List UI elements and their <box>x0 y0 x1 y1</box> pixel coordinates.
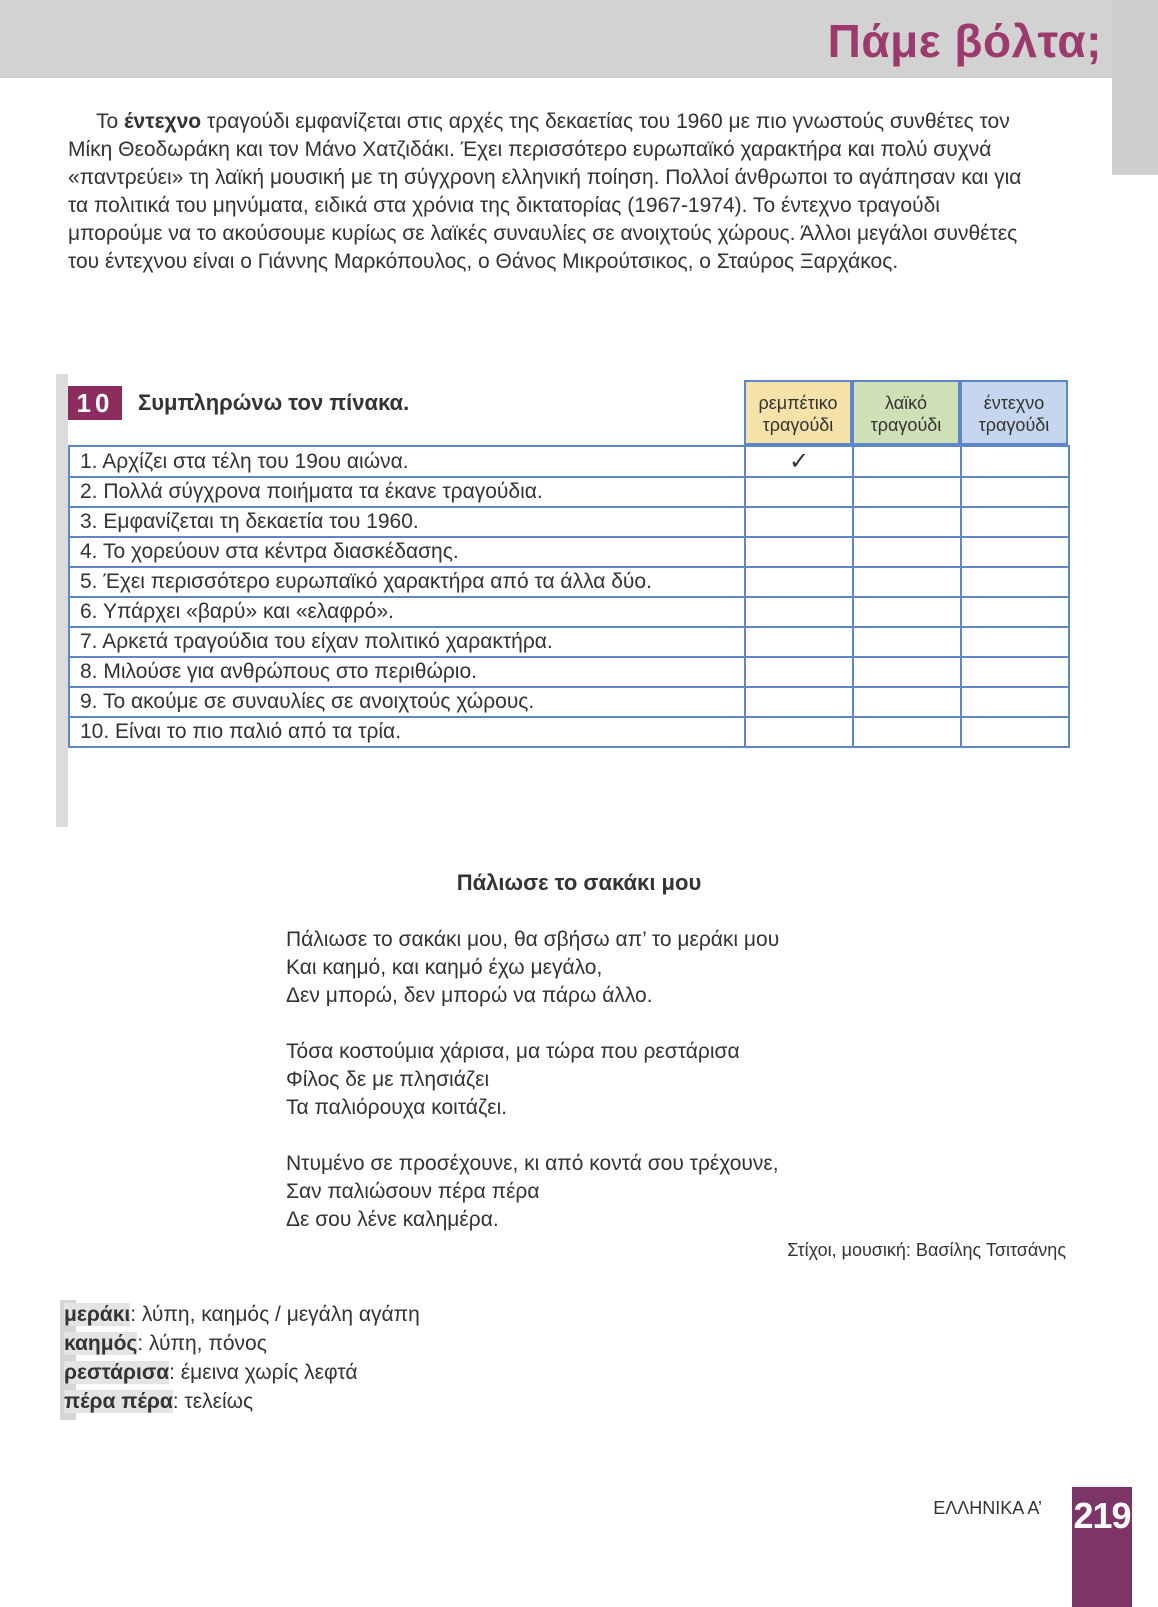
answer-cell-entexno[interactable] <box>961 537 1069 567</box>
answer-cell-rebetiko[interactable]: ✓ <box>745 446 853 477</box>
intro-paragraph <box>68 108 1028 276</box>
column-header-entexno <box>960 380 1068 445</box>
answer-cell-laiko[interactable] <box>853 567 961 597</box>
poem-credits: Στίχοι, μουσική: Βασίλης Τσιτσάνης <box>787 1240 1066 1260</box>
answer-cell-laiko[interactable] <box>853 446 961 477</box>
table-row <box>69 597 1069 627</box>
exercise-instruction: Συμπληρώνω τον πίνακα. <box>138 390 410 415</box>
right-margin-band <box>1112 0 1158 175</box>
statement-cell: 4. Το χορεύουν στα κέντρα διασκέδασης. <box>69 537 745 567</box>
page-title: Πάμε βόλτα; <box>827 15 1102 67</box>
answer-cell-rebetiko[interactable] <box>745 687 853 717</box>
answer-cell-laiko[interactable] <box>853 687 961 717</box>
table-row <box>69 477 1069 507</box>
glossary-entry <box>64 1300 420 1329</box>
column-header-rebetiko <box>744 380 852 445</box>
column-header-line1: έντεχνο <box>983 393 1045 413</box>
column-header-line2: τραγούδι <box>762 415 834 435</box>
answer-cell-entexno[interactable] <box>961 507 1069 537</box>
table-row <box>69 717 1069 747</box>
page-number-tab: 219 <box>1072 1487 1132 1607</box>
poem-line: Τόσα κοστούμια χάρισα, μα τώρα που ρεστάρισα <box>286 1040 740 1063</box>
column-header-laiko <box>852 380 960 445</box>
column-header-line2: τραγούδι <box>870 415 942 435</box>
statement-cell: 10. Είναι το πιο παλιό από τα τρία. <box>69 717 745 747</box>
glossary-definition: : τελείως <box>172 1390 254 1413</box>
statement-cell: 5. Έχει περισσότερο ευρωπαϊκό χαρακτήρα από τα άλλα δύο. <box>69 567 745 597</box>
answer-cell-laiko[interactable] <box>853 657 961 687</box>
answer-cell-rebetiko[interactable] <box>745 567 853 597</box>
answer-cell-entexno[interactable] <box>961 627 1069 657</box>
answer-cell-rebetiko[interactable] <box>745 477 853 507</box>
intro-bold-term: έντεχνο <box>124 110 202 133</box>
answer-cell-entexno[interactable] <box>961 717 1069 747</box>
answer-cell-rebetiko[interactable] <box>745 597 853 627</box>
intro-text: τραγούδι εμφανίζεται στις αρχές της δεκαετίας του 1960 με πιο γνωστούς συνθέτες τον Μίκη Θεοδωράκη και τον Μάνο Χατζιδάκι. Έχει περισσότερο ευρωπαϊκό χαρακτήρα και πολύ συχνά «παντρεύει» τη λαϊκή μουσική με τη σύγχρονη ελληνική ποίηση. Πολλοί άνθρωποι το αγάπησαν και για τα πολιτικά του μηνύματα, ειδικά στα χρόνια της δικτατορίας (1967-1974). Το έντεχνο τραγούδι μπορούμε να το ακούσουμε κυρίως σε λαϊκές συναυλίες σε ανοιχτούς χώρους. Άλλοι μεγάλοι συνθέτες του έντεχνου είναι ο Γιάννης Μαρκόπουλος, ο Θάνος Μικρούτσικος, ο Σταύρος Ξαρχάκος. <box>68 110 1022 273</box>
answer-cell-laiko[interactable] <box>853 537 961 567</box>
glossary-term: πέρα πέρα <box>64 1390 173 1413</box>
statement-cell: 3. Εμφανίζεται τη δεκαετία του 1960. <box>69 507 745 537</box>
glossary-entry <box>64 1387 420 1416</box>
answer-cell-rebetiko[interactable] <box>745 537 853 567</box>
poem-line: Ντυμένο σε προσέχουνε, κι από κοντά σου τρέχουνε, <box>286 1152 779 1175</box>
answer-cell-rebetiko[interactable] <box>745 657 853 687</box>
table-left-margin <box>56 374 68 827</box>
answer-cell-rebetiko[interactable] <box>745 627 853 657</box>
answer-cell-laiko[interactable] <box>853 477 961 507</box>
statement-cell: 1. Αρχίζει στα τέλη του 19ου αιώνα. <box>69 446 745 477</box>
column-header-line1: λαϊκό <box>885 393 927 413</box>
poem-stanza <box>286 926 986 1010</box>
column-header-line1: ρεμπέτικο <box>758 393 838 413</box>
glossary-definition: : λύπη, πόνος <box>137 1332 267 1355</box>
answer-cell-rebetiko[interactable] <box>745 717 853 747</box>
poem-line: Φίλος δε με πλησιάζει <box>286 1068 490 1091</box>
classification-table <box>68 445 1070 748</box>
poem-line: Και καημό, και καημό έχω μεγάλο, <box>286 956 603 979</box>
poem-line: Πάλιωσε το σακάκι μου, θα σβήσω απ’ το μεράκι μου <box>286 928 780 951</box>
poem-title: Πάλιωσε το σακάκι μου <box>456 870 702 895</box>
glossary-entry <box>64 1329 420 1358</box>
answer-cell-laiko[interactable] <box>853 597 961 627</box>
poem-line: Τα παλιόρουχα κοιτάζει. <box>286 1096 508 1119</box>
table-row <box>69 537 1069 567</box>
answer-cell-entexno[interactable] <box>961 597 1069 627</box>
answer-cell-laiko[interactable] <box>853 627 961 657</box>
table-row <box>69 657 1069 687</box>
answer-cell-laiko[interactable] <box>853 507 961 537</box>
statement-cell: 6. Υπάρχει «βαρύ» και «ελαφρό». <box>69 597 745 627</box>
table-row <box>69 567 1069 597</box>
book-title-footer: ΕΛΛΗΝΙΚΑ Α’ <box>933 1498 1042 1518</box>
glossary-term: καημός <box>64 1332 138 1355</box>
statement-cell: 8. Μιλούσε για ανθρώπους στο περιθώριο. <box>69 657 745 687</box>
intro-lead: Το <box>96 110 125 133</box>
glossary-term: ρεστάρισα <box>64 1361 170 1384</box>
poem-stanza <box>286 1150 986 1234</box>
answer-cell-laiko[interactable] <box>853 717 961 747</box>
table-row <box>69 687 1069 717</box>
answer-cell-entexno[interactable] <box>961 477 1069 507</box>
statement-cell: 7. Αρκετά τραγούδια του είχαν πολιτικό χαρακτήρα. <box>69 627 745 657</box>
glossary-definition: : λύπη, καημός / μεγάλη αγάπη <box>130 1303 420 1326</box>
statement-cell: 9. Το ακούμε σε συναυλίες σε ανοιχτούς χώρους. <box>69 687 745 717</box>
answer-cell-rebetiko[interactable] <box>745 507 853 537</box>
exercise-number-badge: 10 <box>68 386 122 420</box>
poem-body <box>286 926 986 1262</box>
glossary-term: μεράκι <box>64 1303 131 1326</box>
glossary-entry <box>64 1358 420 1387</box>
poem-line: Δε σου λένε καλημέρα. <box>286 1208 499 1231</box>
answer-cell-entexno[interactable] <box>961 567 1069 597</box>
poem-line: Σαν παλιώσουν πέρα πέρα <box>286 1180 540 1203</box>
table-row <box>69 627 1069 657</box>
table-row <box>69 446 1069 477</box>
answer-cell-entexno[interactable] <box>961 687 1069 717</box>
glossary-definition: : έμεινα χωρίς λεφτά <box>169 1361 358 1384</box>
column-header-line2: τραγούδι <box>978 415 1050 435</box>
glossary <box>64 1300 420 1416</box>
statement-cell: 2. Πολλά σύγχρονα ποιήματα τα έκανε τραγούδια. <box>69 477 745 507</box>
answer-cell-entexno[interactable] <box>961 657 1069 687</box>
answer-cell-entexno[interactable] <box>961 446 1069 477</box>
poem-line: Δεν μπορώ, δεν μπορώ να πάρω άλλο. <box>286 984 653 1007</box>
poem-stanza <box>286 1038 986 1122</box>
table-row <box>69 507 1069 537</box>
